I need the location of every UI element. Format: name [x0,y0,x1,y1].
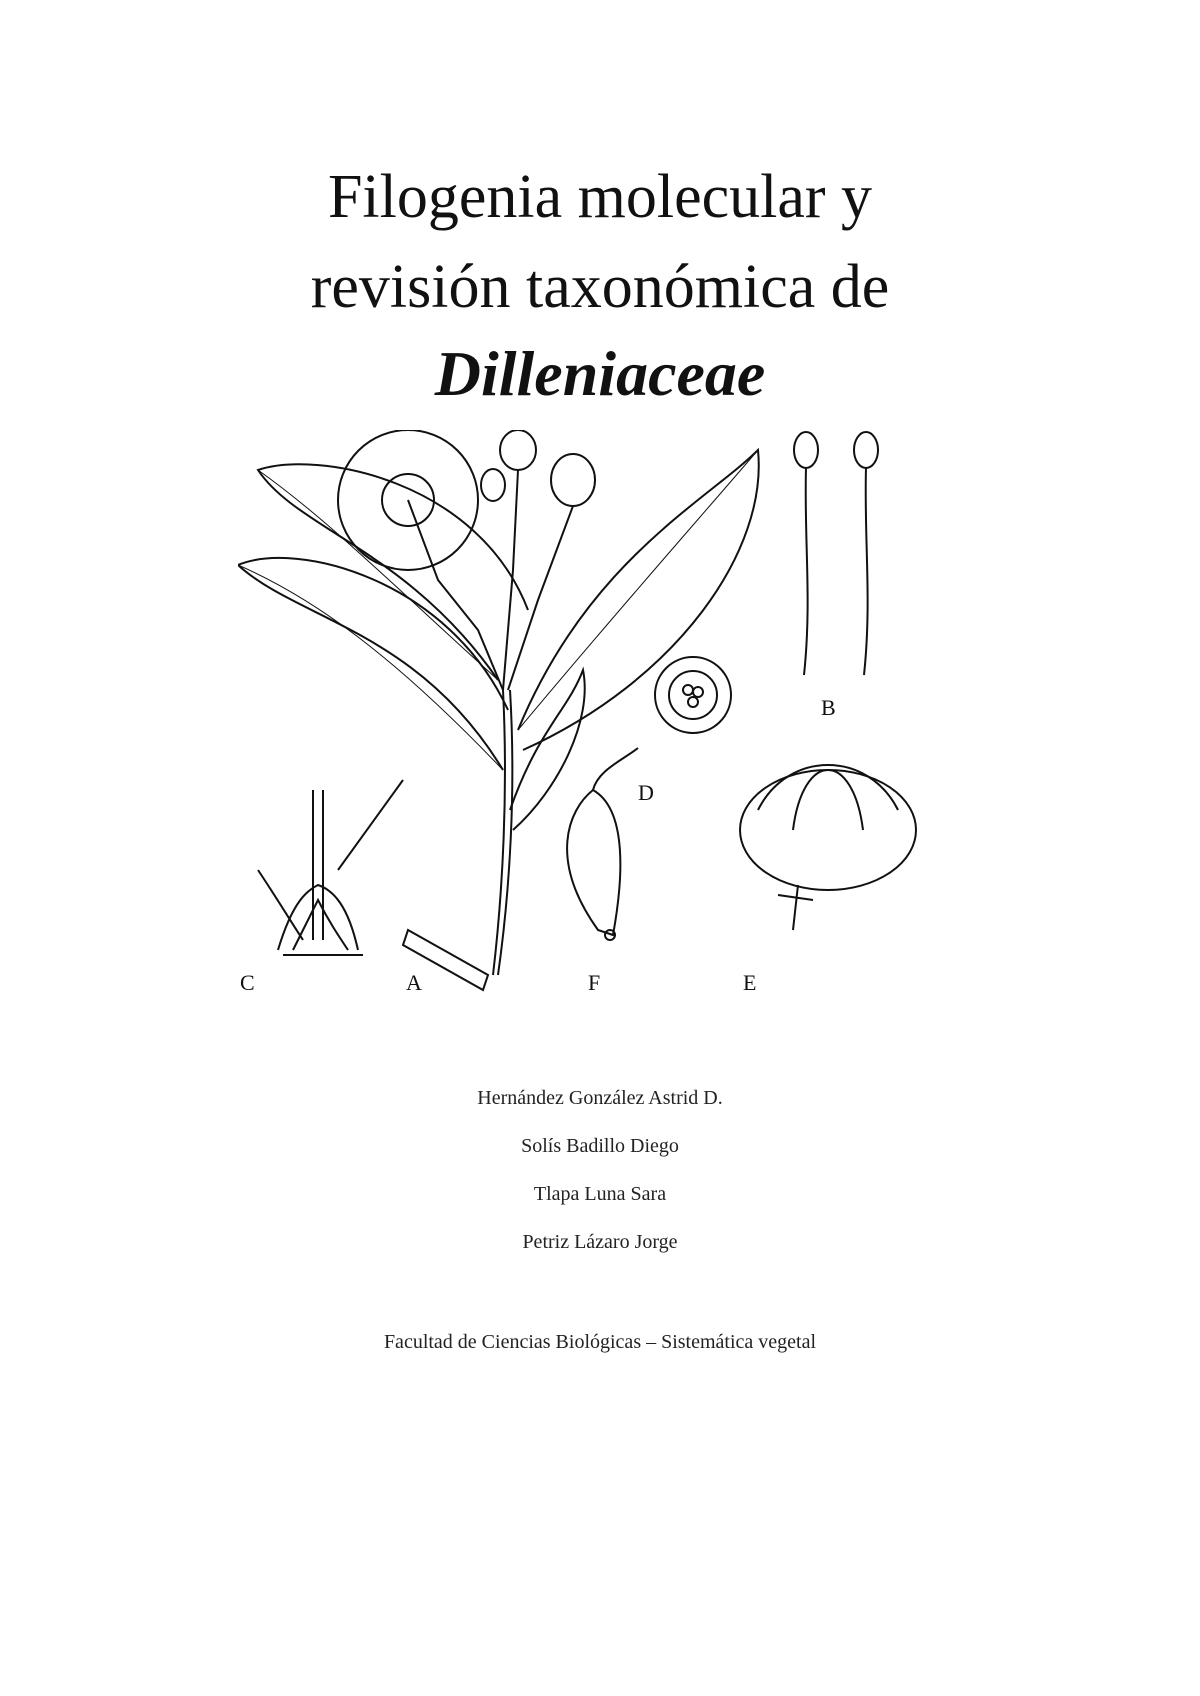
title-line-1: Filogenia molecular y [327,163,873,231]
plate-label-f: F [588,970,601,995]
leaf-upper-left [258,464,528,680]
fruit-e [740,765,916,930]
plate-label-e: E [743,970,757,995]
bud-1 [500,430,536,470]
bud-2 [551,454,595,506]
author-list [0,1086,1200,1278]
author-name: Solís Badillo Diego [521,1135,679,1157]
bud-3 [481,469,505,501]
botanical-plate-svg [238,430,978,1010]
plate-label-b: B [821,695,836,720]
title-line-3: Dilleniaceae [434,338,766,409]
section-d [655,657,731,733]
cover-title [0,152,1200,416]
leaf-lower-left [238,558,508,770]
title-line-2: revisión taxonómica de [310,253,890,321]
botanical-illustration [238,430,978,1010]
stamens-b [794,432,878,675]
plate-label-c: C [240,970,255,995]
author-name: Petriz Lázaro Jorge [522,1231,678,1253]
section-c [258,780,403,955]
leaf-lower-right [510,670,585,830]
plate-label-d: D [638,780,654,805]
ovary-f [567,748,638,940]
plate-label-a: A [406,970,422,995]
author-name: Tlapa Luna Sara [533,1183,667,1205]
affiliation: Facultad de Ciencias Biológicas – Sistemática vegetal [383,1331,817,1353]
author-name: Hernández González Astrid D. [477,1087,723,1109]
